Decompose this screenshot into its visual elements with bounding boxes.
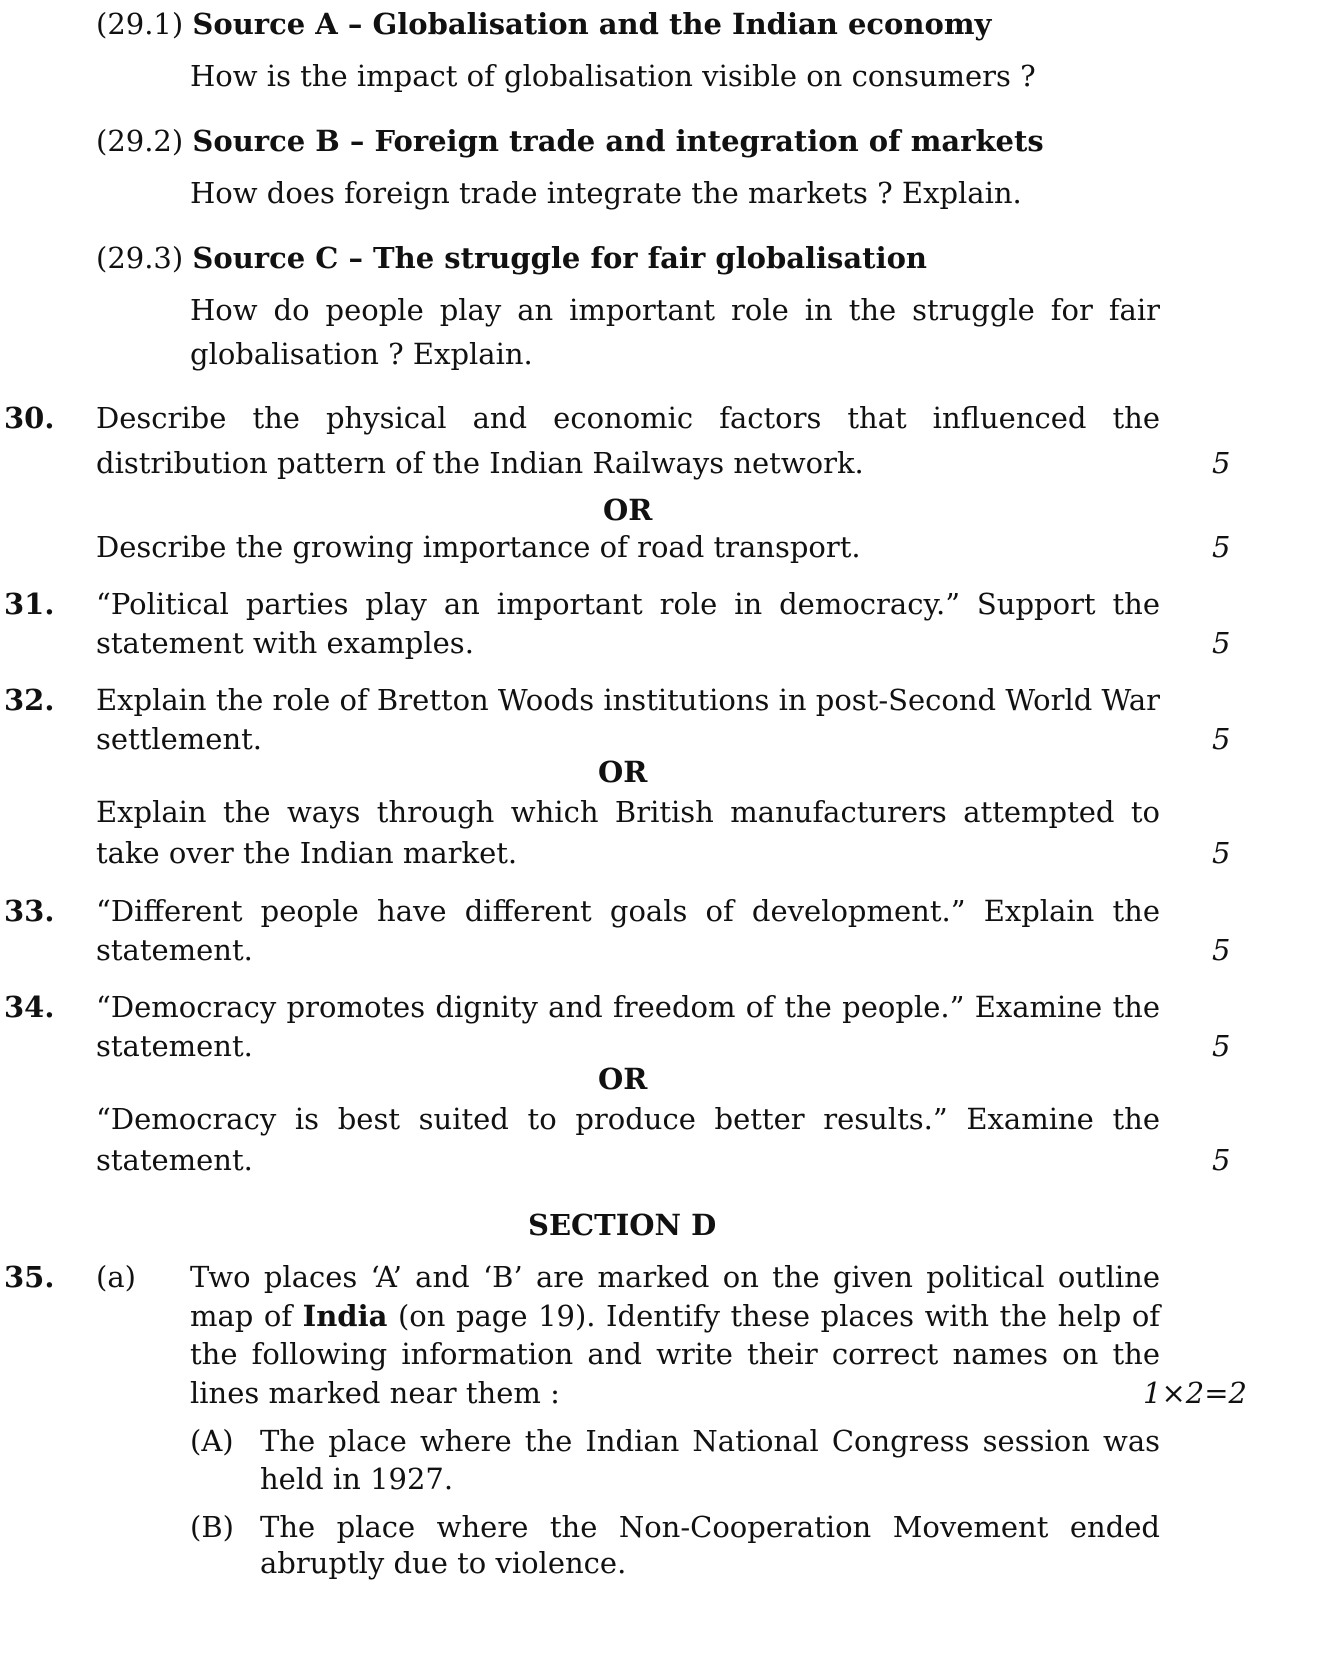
option-text: abruptly due to violence. xyxy=(260,1546,627,1580)
or-separator: OR xyxy=(598,1062,648,1096)
question-text: “Political parties play an important role in democracy.” Support the xyxy=(96,587,1160,621)
sub-question-number: (29.2) xyxy=(96,124,184,158)
part-label: (a) xyxy=(96,1260,136,1294)
source-title: Source C – The struggle for fair globalisation xyxy=(192,241,928,275)
sub-question-text: How do people play an important role in the struggle for fair xyxy=(190,293,1160,327)
sub-question-text: globalisation ? Explain. xyxy=(190,337,533,371)
question-text: the following information and write their correct names on the xyxy=(190,1337,1160,1371)
option-label: (A) xyxy=(190,1424,234,1458)
question-text: “Different people have different goals of development.” Explain the xyxy=(96,894,1160,928)
marks: 5 xyxy=(1212,836,1231,870)
question-text: “Democracy promotes dignity and freedom of the people.” Examine the xyxy=(96,990,1160,1024)
question-text: Explain the ways through which British manufacturers attempted to xyxy=(96,795,1160,829)
sub-question-text: How is the impact of globalisation visible on consumers ? xyxy=(190,59,1036,93)
question-number: 34. xyxy=(4,990,55,1024)
sub-question-text: How does foreign trade integrate the markets ? Explain. xyxy=(190,176,1022,210)
question-text: statement with examples. xyxy=(96,626,474,660)
or-separator: OR xyxy=(598,755,648,789)
marks: 5 xyxy=(1212,626,1231,660)
question-number: 33. xyxy=(4,894,55,928)
source-title: Source A – Globalisation and the Indian economy xyxy=(192,7,992,41)
question-number: 31. xyxy=(4,587,55,621)
marks: 1×2=2 xyxy=(1143,1376,1247,1410)
question-text: statement. xyxy=(96,1143,253,1177)
option-label: (B) xyxy=(190,1510,234,1544)
sub-question-29-2 xyxy=(96,123,1044,159)
option-text: held in 1927. xyxy=(260,1462,454,1496)
question-number: 30. xyxy=(4,401,55,435)
marks: 5 xyxy=(1212,722,1231,756)
question-text: Two places ‘A’ and ‘B’ are marked on the given political outline xyxy=(190,1260,1160,1294)
marks: 5 xyxy=(1212,933,1231,967)
question-text: settlement. xyxy=(96,722,262,756)
question-text: Explain the role of Bretton Woods institutions in post-Second World War xyxy=(96,683,1160,717)
question-text: distribution pattern of the Indian Railways network. xyxy=(96,446,864,480)
section-heading: SECTION D xyxy=(528,1208,717,1242)
marks: 5 xyxy=(1212,446,1231,480)
sub-question-29-3 xyxy=(96,240,927,276)
marks: 5 xyxy=(1212,530,1231,564)
question-text: statement. xyxy=(96,933,253,967)
marks: 5 xyxy=(1212,1029,1231,1063)
question-text xyxy=(190,1298,1160,1334)
question-text: statement. xyxy=(96,1029,253,1063)
emphasis-text: India xyxy=(302,1299,388,1333)
source-title: Source B – Foreign trade and integration of markets xyxy=(192,124,1044,158)
sub-question-29-1 xyxy=(96,6,991,42)
question-text: Describe the physical and economic factors that influenced the xyxy=(96,401,1160,435)
question-text: take over the Indian market. xyxy=(96,836,518,870)
question-text: Describe the growing importance of road transport. xyxy=(96,530,861,564)
or-separator: OR xyxy=(603,493,653,527)
question-text: “Democracy is best suited to produce better results.” Examine the xyxy=(96,1102,1160,1136)
text-fragment: (on page 19). Identify these places with the help of xyxy=(387,1299,1161,1333)
question-number: 35. xyxy=(4,1260,55,1294)
marks: 5 xyxy=(1212,1143,1231,1177)
option-text: The place where the Non-Cooperation Movement ended xyxy=(260,1510,1160,1544)
question-number: 32. xyxy=(4,683,55,717)
option-text: The place where the Indian National Congress session was xyxy=(260,1424,1160,1458)
question-text: lines marked near them : xyxy=(190,1376,560,1410)
sub-question-number: (29.1) xyxy=(96,7,184,41)
text-fragment: map of xyxy=(190,1299,303,1333)
sub-question-number: (29.3) xyxy=(96,241,184,275)
